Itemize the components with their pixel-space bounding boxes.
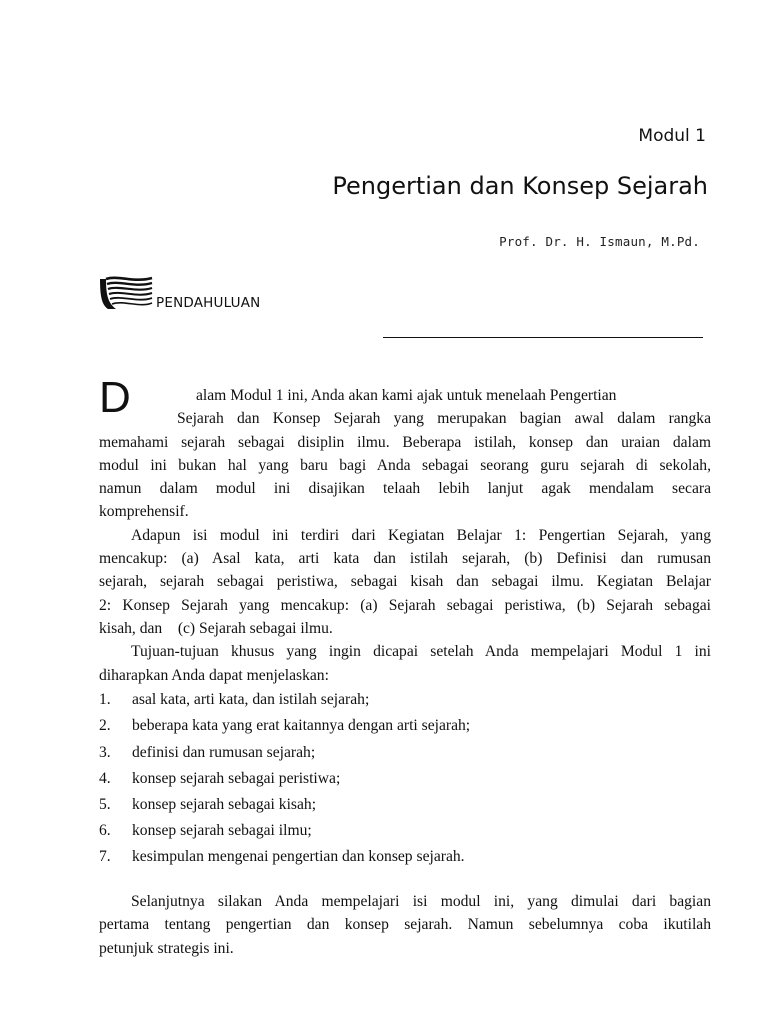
list-text: kesimpulan mengenai pengertian dan konsep sejarah. <box>132 848 465 866</box>
closing-paragraph <box>99 890 711 960</box>
list-item <box>99 739 711 765</box>
list-item <box>99 844 711 870</box>
text-line: memahami sejarah sebagai disiplin ilmu. Beberapa istilah, konsep dan uraian dalam <box>99 433 711 451</box>
text-line: namun dalam modul ini disajikan telaah lebih lanjut agak mendalam secara <box>99 480 711 498</box>
list-number: 4. <box>99 769 111 787</box>
text-line: kisah, dan (c) Sejarah sebagai ilmu. <box>99 619 333 637</box>
text-line: Selanjutnya silakan Anda mempelajari isi modul ini, yang dimulai dari bagian <box>131 893 711 911</box>
list-item <box>99 792 711 818</box>
text-line: sejarah, sejarah sebagai peristiwa, sebagai kisah dan sebagai ilmu. Kegiatan Belajar <box>99 573 711 591</box>
list-item <box>99 765 711 791</box>
list-text: konsep sejarah sebagai kisah; <box>132 796 317 814</box>
list-number: 3. <box>99 743 111 761</box>
intro-paragraph <box>99 373 711 524</box>
text-line: 2: Konsep Sejarah yang mencakup: (a) Sejarah sebagai peristiwa, (b) Sejarah sebagai <box>99 596 711 614</box>
body-text <box>99 373 711 960</box>
contents-paragraph <box>99 524 711 640</box>
list-text: konsep sejarah sebagai ilmu; <box>132 822 312 840</box>
text-line: petunjuk strategis ini. <box>99 939 234 957</box>
text-line: alam Modul 1 ini, Anda akan kami ajak untuk menelaah Pengertian <box>196 387 617 404</box>
text-line: mencakup: (a) Asal kata, arti kata dan istilah sejarah, (b) Definisi dan rumusan <box>99 550 711 568</box>
objectives-list <box>99 687 711 870</box>
text-line: pertama tentang pengertian dan konsep sejarah. Namun sebelumnya coba ikutilah <box>99 916 711 934</box>
list-text: definisi dan rumusan sejarah; <box>132 743 316 761</box>
text-line: komprehensif. <box>99 503 189 521</box>
section-heading <box>98 275 260 311</box>
text-line: diharapkan Anda dapat menjelaskan: <box>99 666 329 684</box>
divider-rule <box>383 337 703 338</box>
author-name: Prof. Dr. H. Ismaun, M.Pd. <box>499 234 700 249</box>
list-item <box>99 818 711 844</box>
list-item <box>99 713 711 739</box>
chapter-title: Pengertian dan Konsep Sejarah <box>332 172 708 200</box>
text-line: Adapun isi modul ini terdiri dari Kegiatan Belajar 1: Pengertian Sejarah, yang <box>131 526 711 544</box>
list-number: 6. <box>99 822 111 840</box>
list-number: 1. <box>99 691 111 709</box>
list-number: 2. <box>99 717 111 735</box>
text-line: modul ini bukan hal yang baru bagi Anda sebagai seorang guru sejarah di sekolah, <box>99 456 711 474</box>
list-text: asal kata, arti kata, dan istilah sejarah; <box>132 691 370 709</box>
objectives-paragraph <box>99 640 711 687</box>
list-item <box>99 687 711 713</box>
drop-cap: D <box>99 373 131 422</box>
module-label: Modul 1 <box>638 126 706 146</box>
list-number: 7. <box>99 848 111 866</box>
text-line: Sejarah dan Konsep Sejarah yang merupakan bagian awal dalam rangka <box>177 410 711 428</box>
list-number: 5. <box>99 796 111 814</box>
open-book-icon <box>98 275 154 311</box>
list-text: konsep sejarah sebagai peristiwa; <box>132 769 341 787</box>
list-text: beberapa kata yang erat kaitannya dengan arti sejarah; <box>132 717 471 735</box>
section-label: PENDAHULUAN <box>156 295 261 311</box>
text-line: Tujuan-tujuan khusus yang ingin dicapai setelah Anda mempelajari Modul 1 ini <box>131 643 711 661</box>
